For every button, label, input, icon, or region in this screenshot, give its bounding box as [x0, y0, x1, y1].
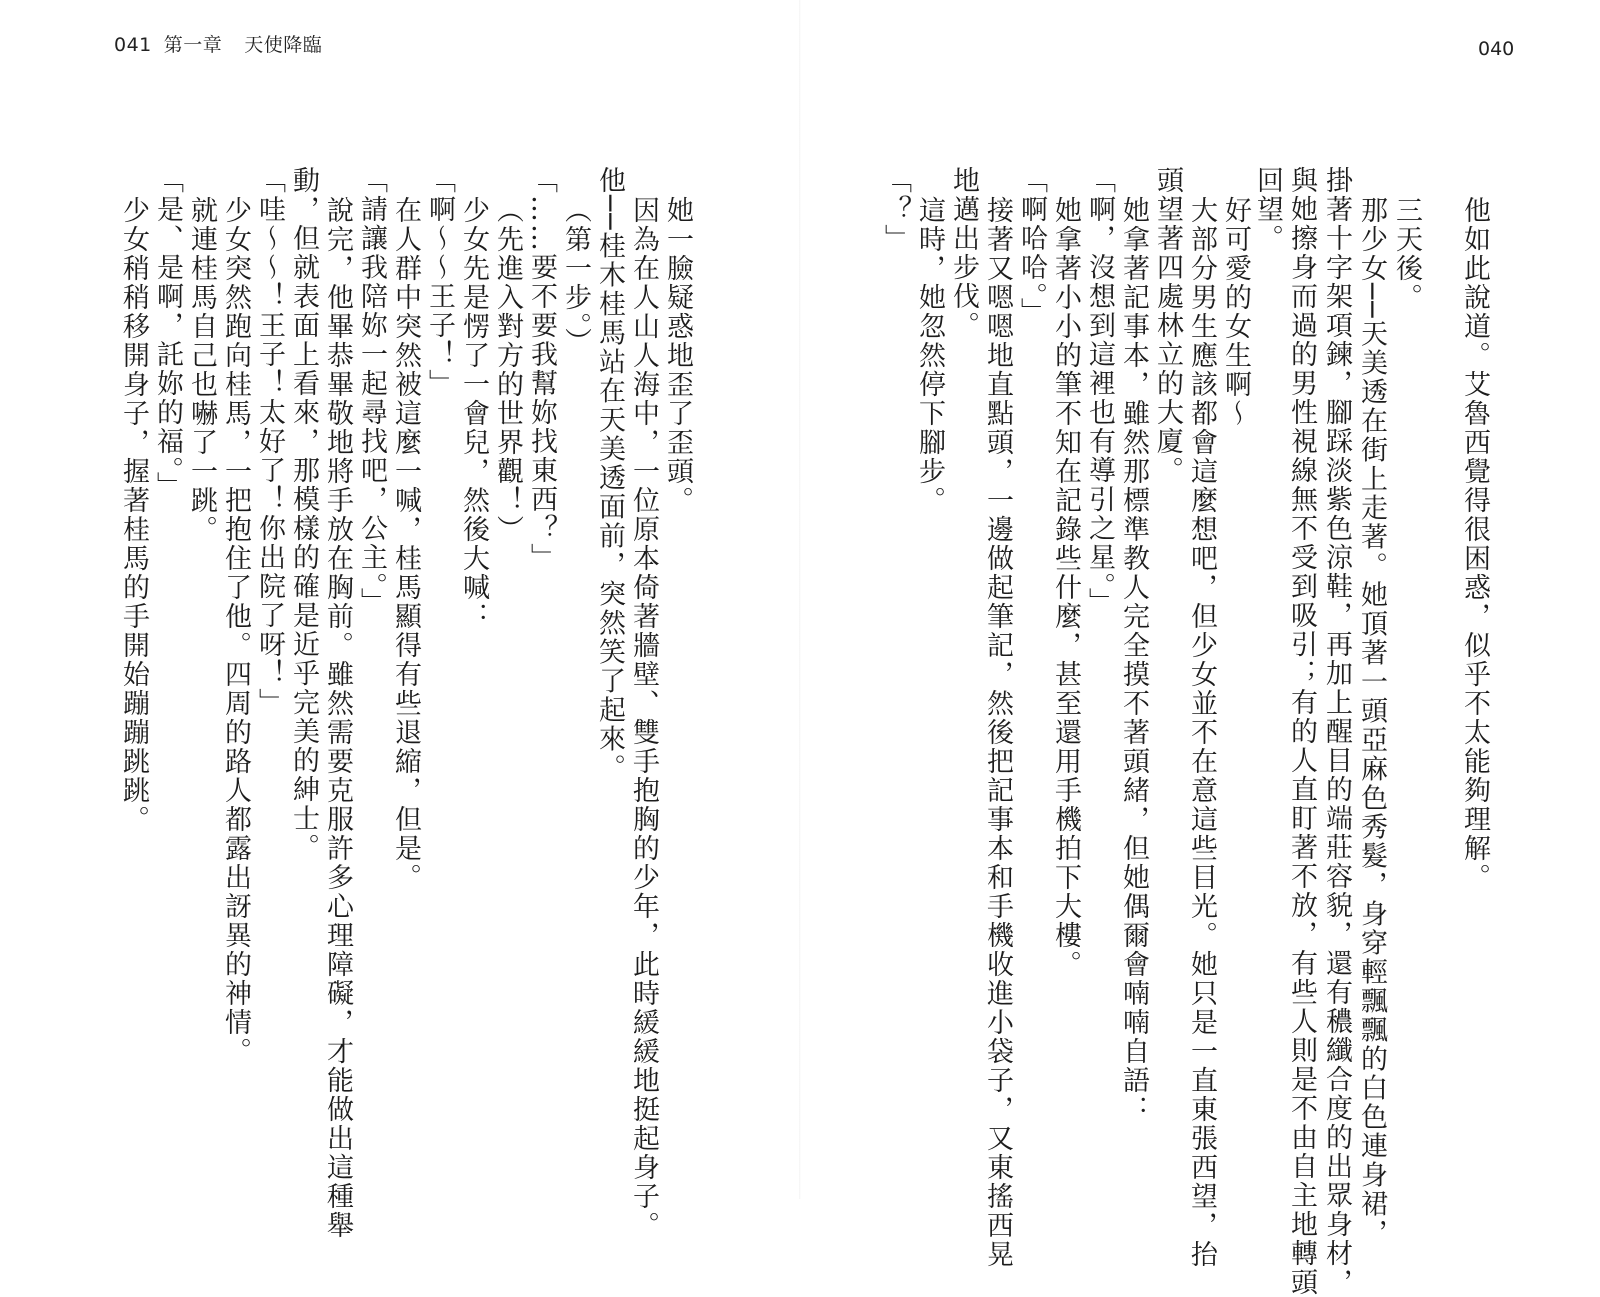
left-col-15: 少女突然跑向桂馬，一把抱住了他。四周的路人都露出訝異的神情。: [220, 196, 251, 1066]
right-col-6: 與她擦身而過的男性視線無不受到吸引；有的人直盯著不放，有些人則是不由自主地轉頭: [1286, 166, 1317, 1297]
right-col-11: 她拿著記事本，雖然那標準教人完全摸不著頭緒，但她偶爾會喃喃自語：: [1118, 196, 1149, 1124]
left-col-6: （先進入對方的世界觀！）: [492, 196, 523, 544]
left-col-5: 「……要不要我幫妳找東西？」: [526, 166, 557, 572]
left-col-12: 動，但就表面上看來，那模樣的確是近乎完美的紳士。: [288, 166, 319, 862]
right-col-9: 大部分男生應該都會這麼想吧，但少女並不在意這些目光。她只是一直東張西望，抬: [1186, 196, 1217, 1269]
right-col-4: 那少女──天美透在街上走著。她頂著一頭亞麻色秀髮，身穿輕飄飄的白色連身裙，: [1356, 196, 1387, 1248]
right-page-number: 040: [1478, 38, 1515, 60]
right-col-10: 頭望著四處林立的大廈。: [1152, 166, 1183, 485]
right-col-14: 「啊哈哈。」: [1016, 166, 1047, 327]
right-col-13: 她拿著小小的筆不知在記錄些什麼，甚至還用手機拍下大樓。: [1050, 196, 1081, 979]
right-col-1: 他如此說道。艾魯西覺得很困惑，似乎不太能夠理解。: [1459, 196, 1490, 892]
left-col-4: （第一步。）: [560, 196, 591, 357]
chapter-label: 第一章: [163, 34, 223, 56]
left-col-7: 少女先是愣了一會兒，然後大喊：: [458, 196, 489, 631]
left-page-header: [114, 30, 322, 57]
left-col-18: 少女稍稍移開身子，握著桂馬的手開始蹦蹦跳跳。: [118, 196, 149, 834]
page-gutter: [799, 0, 801, 1199]
chapter-title: 天使降臨: [244, 34, 323, 56]
left-col-8: 「啊～～王子！」: [424, 166, 455, 398]
left-col-2: 因為在人山人海中，一位原本倚著牆壁、雙手抱胸的少年，此時緩緩地挺起身子。: [628, 196, 659, 1240]
right-col-18: 「？」: [880, 166, 911, 253]
right-col-7: 回望。: [1252, 166, 1283, 253]
left-col-17: 「是、是啊，託妳的福。」: [152, 166, 183, 501]
left-col-11: 說完，他畢恭畢敬地將手放在胸前。雖然需要克服許多心理障礙，才能做出這種舉: [322, 196, 353, 1240]
left-col-9: 在人群中突然被這麼一喊，桂馬顯得有些退縮，但是。: [390, 196, 421, 892]
left-col-10: 「請讓我陪妳一起尋找吧，公主。」: [356, 166, 387, 617]
right-col-12: 「啊，沒想到這裡也有導引之星。」: [1084, 166, 1115, 617]
left-col-1: 她一臉疑惑地歪了歪頭。: [662, 196, 693, 515]
right-col-8: 好可愛的女生啊～: [1220, 196, 1251, 428]
right-col-3: 三天後。: [1391, 196, 1422, 312]
left-page-number: 041: [114, 34, 152, 56]
right-col-16: 地邁出步伐。: [948, 166, 979, 340]
right-col-15: 接著又嗯嗯地直點頭，一邊做起筆記，然後把記事本和手機收進小袋子，又東搖西晃: [982, 196, 1013, 1269]
left-col-14: 「哇～～！王子！太好了！你出院了呀！」: [254, 166, 285, 717]
left-col-3: 他──桂木桂馬站在天美透面前，突然笑了起來。: [594, 166, 625, 783]
left-col-16: 就連桂馬自己也嚇了一跳。: [186, 196, 217, 544]
right-col-17: 這時，她忽然停下腳步。: [914, 196, 945, 515]
right-col-5: 掛著十字架項鍊，腳踩淡紫色涼鞋，再加上醒目的端莊容貌，還有穠纖合度的出眾身材，: [1321, 166, 1352, 1297]
